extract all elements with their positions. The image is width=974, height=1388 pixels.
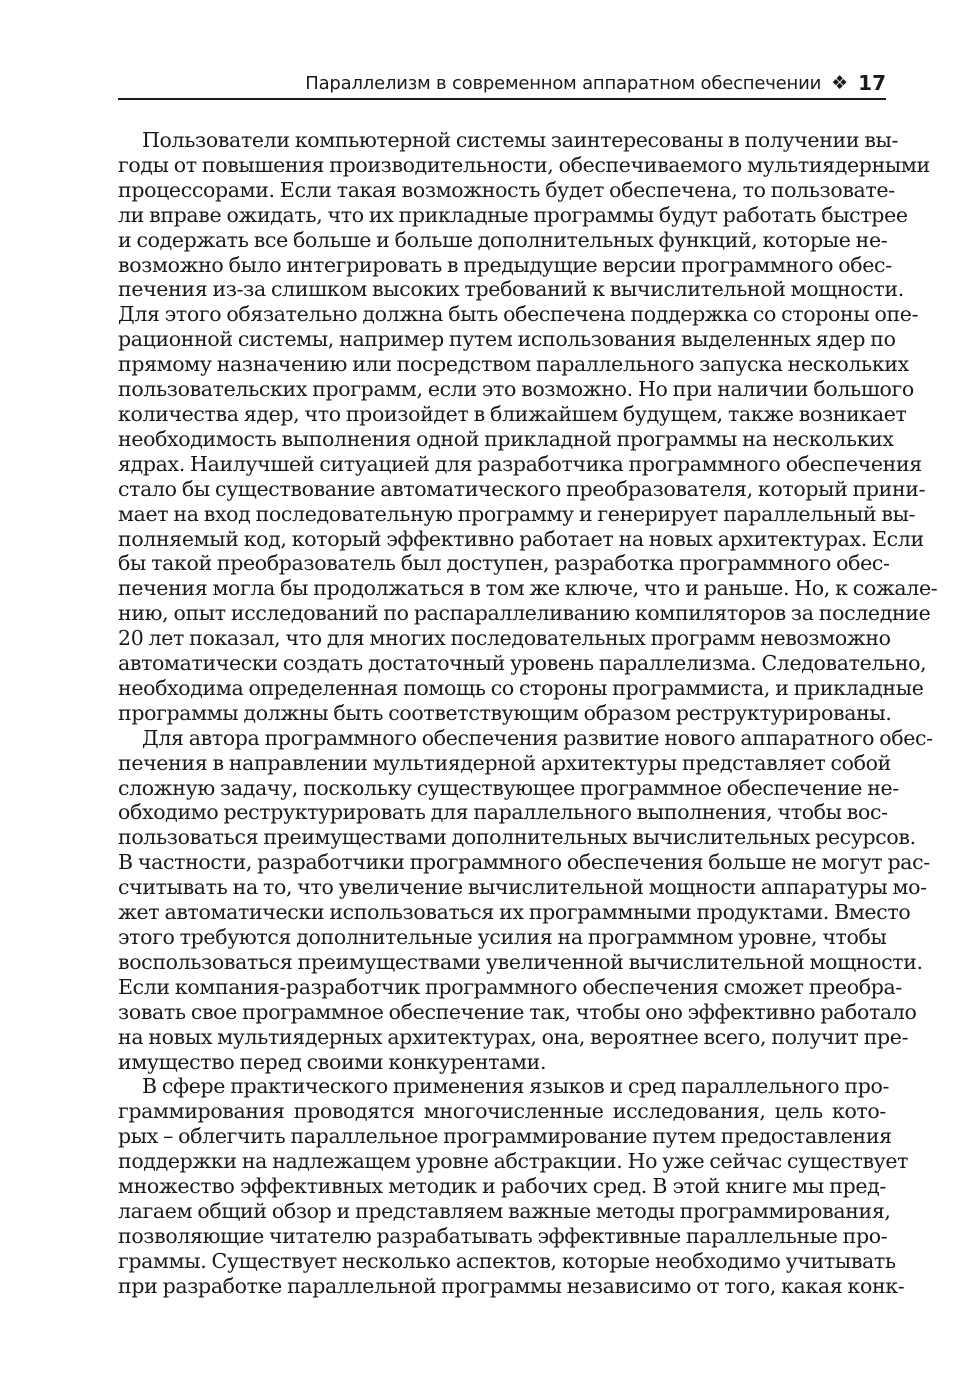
text-line: полняемый код, который эффективно работает на новых архитектурах. Если <box>118 526 924 551</box>
text-line: годы от повышения производительности, обеспечиваемого мультиядерными <box>118 152 930 177</box>
text-line: рационной системы, например путем использования выделенных ядер по <box>118 327 896 352</box>
text-line: необходимость выполнения одной прикладной программы на нескольких <box>118 426 894 451</box>
text-line: печения из-за слишком высоких требований к вычислительной мощности. <box>118 277 904 302</box>
body-text <box>118 128 938 1299</box>
text-line: пользоваться преимуществами дополнительных вычислительных ресурсов. <box>118 825 916 850</box>
text-line: Пользователи компьютерной системы заинтересованы в получении вы- <box>142 128 899 152</box>
text-line: сложную задачу, поскольку существующее программное обеспечение не- <box>118 775 899 800</box>
text-line: рых – облегчить параллельное программирование путем предоставления <box>118 1124 892 1149</box>
running-header <box>118 68 886 100</box>
text-line: при разработке параллельной программы независимо от того, какая конк- <box>118 1273 905 1298</box>
text-line: воспользоваться преимуществами увеличенной вычислительной мощности. <box>118 949 923 974</box>
text-line: бы такой преобразователь был доступен, разработка программного обес- <box>118 551 890 576</box>
text-line: процессорами. Если такая возможность будет обеспечена, то пользовате- <box>118 177 895 202</box>
text-line: ядрах. Наилучшей ситуацией для разработчика программного обеспечения <box>118 451 922 476</box>
text-line: 20 лет показал, что для многих последовательных программ невозможно <box>118 626 891 651</box>
text-line: поддержки на надлежащем уровне абстракции. Но уже сейчас существует <box>118 1149 909 1174</box>
text-line: Для автора программного обеспечения развитие нового аппаратного обес- <box>142 725 933 750</box>
text-line: Если компания-разработчик программного обеспечения сможет преобра- <box>118 974 902 999</box>
text-line: пользовательских программ, если это возможно. Но при наличии большого <box>118 377 914 402</box>
text-line: множество эффективных методик и рабочих сред. В этой книге мы пред- <box>118 1174 886 1199</box>
text-line: считывать на то, что увеличение вычислительной мощности аппаратуры мо- <box>118 875 927 900</box>
text-line: граммы. Существует несколько аспектов, которые необходимо учитывать <box>118 1248 896 1273</box>
text-line: количества ядер, что произойдет в ближайшем будущем, также возникает <box>118 401 907 426</box>
text-line: и содержать все больше и больше дополнительных функций, которые не- <box>118 227 888 252</box>
text-line: на новых мультиядерных архитектурах, она, вероятнее всего, получит пре- <box>118 1024 909 1049</box>
paragraph-1 <box>118 128 938 726</box>
paragraph-2 <box>118 725 933 1075</box>
text-line: В частности, разработчики программного обеспечения больше не могут рас- <box>118 850 930 875</box>
text-line: необходима определенная помощь со стороны программиста, и прикладные <box>118 675 924 700</box>
text-line: В сфере практического применения языков и сред параллельного про- <box>142 1074 890 1099</box>
text-line: имущество перед своими конкурентами. <box>118 1049 547 1074</box>
text-line: лагаем общий обзор и представляем важные методы программирования, <box>118 1198 891 1223</box>
text-line: позволяющие читателю разрабатывать эффективные параллельные про- <box>118 1223 888 1248</box>
running-title: Параллелизм в современном аппаратном обеспечении <box>305 72 822 94</box>
text-line: печения могла бы продолжаться в том же ключе, что и раньше. Но, к сожале- <box>118 576 938 601</box>
text-line: граммирования проводятся многочисленные исследования, цель кото- <box>118 1099 886 1124</box>
text-line: печения в направлении мультиядерной архитектуры представляет собой <box>118 750 891 775</box>
text-line: ли вправе ожидать, что их прикладные программы будут работать быстрее <box>118 202 908 227</box>
page-number: 17 <box>858 71 886 95</box>
ornament-icon: ❖ <box>831 72 849 94</box>
text-line: Для этого обязательно должна быть обеспечена поддержка со стороны опе- <box>118 302 919 327</box>
text-line: программы должны быть соответствующим образом реструктурированы. <box>118 700 892 725</box>
text-line: мает на вход последовательную программу и генерирует параллельный вы- <box>118 501 916 526</box>
text-line: прямому назначению или посредством параллельного запуска нескольких <box>118 352 909 377</box>
text-line: стало бы существование автоматического преобразователя, который прини- <box>118 476 926 501</box>
text-line: обходимо реструктурировать для параллельного выполнения, чтобы вос- <box>118 800 888 825</box>
text-line: зовать свое программное обеспечение так, чтобы оно эффективно работало <box>118 999 917 1024</box>
paragraph-3 <box>118 1074 909 1298</box>
text-line: этого требуются дополнительные усилия на программном уровне, чтобы <box>118 925 887 949</box>
text-line: нию, опыт исследований по распараллеливанию компиляторов за последние <box>118 601 931 626</box>
text-line: возможно было интегрировать в предыдущие версии программного обес- <box>118 252 892 277</box>
text-line: автоматически создать достаточный уровень параллелизма. Следовательно, <box>118 651 927 676</box>
text-line: жет автоматически использоваться их программными продуктами. Вместо <box>118 900 911 925</box>
